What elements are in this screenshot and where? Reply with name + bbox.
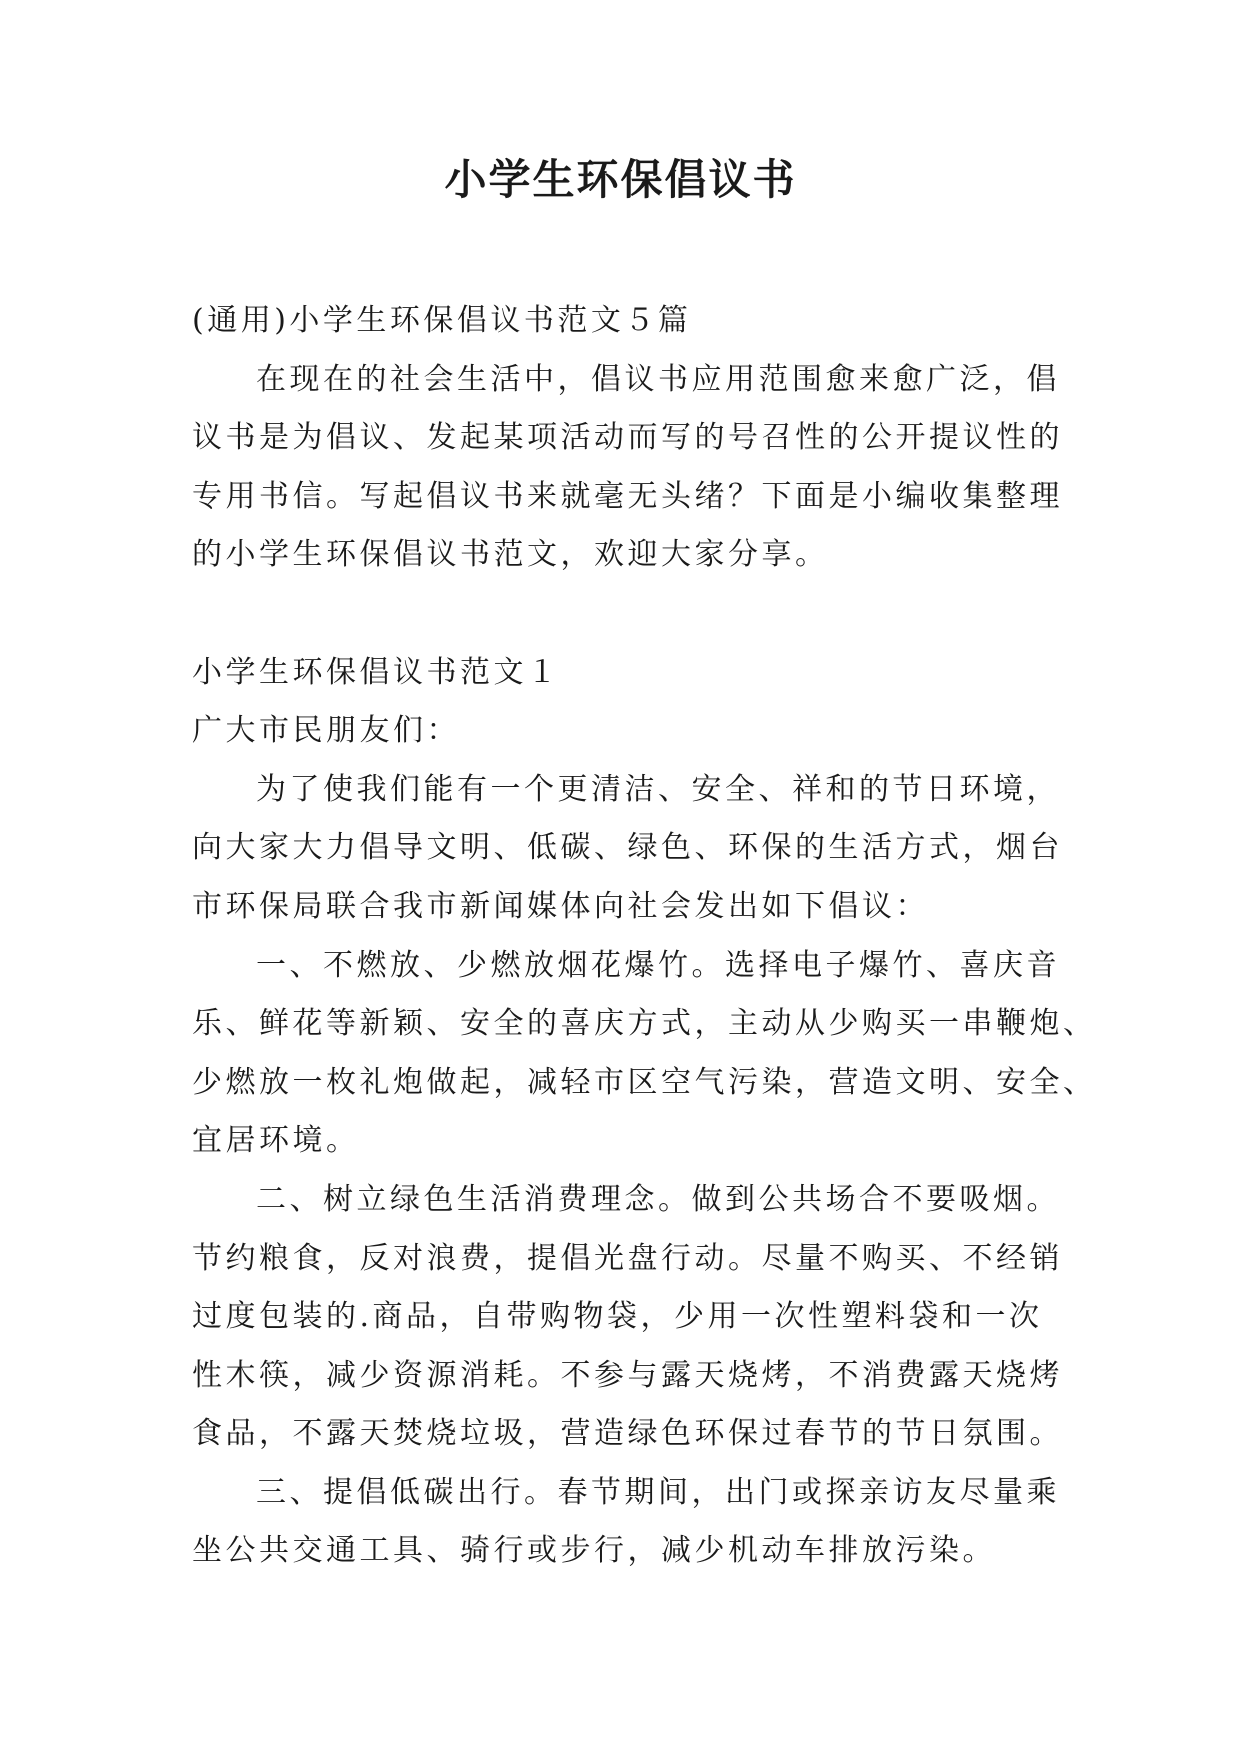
document-body bbox=[192, 292, 1097, 1581]
item-line: 二、树立绿色生活消费理念。做到公共场合不要吸烟。 bbox=[256, 1181, 1060, 1217]
intro-line: 议书是为倡议、发起某项活动而写的号召性的公开提议性的 bbox=[192, 420, 1063, 456]
item-line: 三、提倡低碳出行。春节期间，出门或探亲访友尽量乘 bbox=[256, 1474, 1060, 1510]
document-subtitle: (通用)小学生环保倡议书范文５篇 bbox=[192, 303, 692, 338]
item-line: 坐公共交通工具、骑行或步行，减少机动车排放污染。 bbox=[192, 1533, 996, 1569]
item-line: 宜居环境。 bbox=[192, 1123, 360, 1159]
paragraph-line: 为了使我们能有一个更清洁、安全、祥和的节日环境， bbox=[256, 771, 1060, 807]
intro-line: 在现在的社会生活中，倡议书应用范围愈来愈广泛，倡 bbox=[256, 361, 1060, 397]
item-line: 少燃放一枚礼炮做起，减轻市区空气污染，营造文明、安全、 bbox=[192, 1064, 1097, 1100]
item-line: 乐、鲜花等新颖、安全的喜庆方式，主动从少购买一串鞭炮、 bbox=[192, 1006, 1097, 1042]
item-line: 节约粮食，反对浪费，提倡光盘行动。尽量不购买、不经销 bbox=[192, 1240, 1063, 1276]
item-line: 一、不燃放、少燃放烟花爆竹。选择电子爆竹、喜庆音 bbox=[256, 947, 1060, 983]
paragraph-line: 向大家大力倡导文明、低碳、绿色、环保的生活方式，烟台 bbox=[192, 830, 1063, 866]
section-heading: 小学生环保倡议书范文１ bbox=[192, 654, 561, 690]
salutation: 广大市民朋友们： bbox=[192, 713, 460, 749]
paragraph-line: 市环保局联合我市新闻媒体向社会发出如下倡议： bbox=[192, 888, 929, 924]
item-line: 过度包装的.商品，自带购物袋，少用一次性塑料袋和一次 bbox=[192, 1299, 1043, 1335]
intro-line: 的小学生环保倡议书范文，欢迎大家分享。 bbox=[192, 537, 829, 573]
item-line: 性木筷，减少资源消耗。不参与露天烧烤，不消费露天烧烤 bbox=[192, 1357, 1063, 1393]
document-title: 小学生环保倡议书 bbox=[444, 155, 797, 204]
item-line: 食品，不露天焚烧垃圾，营造绿色环保过春节的节日氛围。 bbox=[192, 1416, 1063, 1452]
blank-line bbox=[192, 585, 1072, 644]
intro-line: 专用书信。写起倡议书来就毫无头绪？下面是小编收集整理 bbox=[192, 478, 1063, 514]
